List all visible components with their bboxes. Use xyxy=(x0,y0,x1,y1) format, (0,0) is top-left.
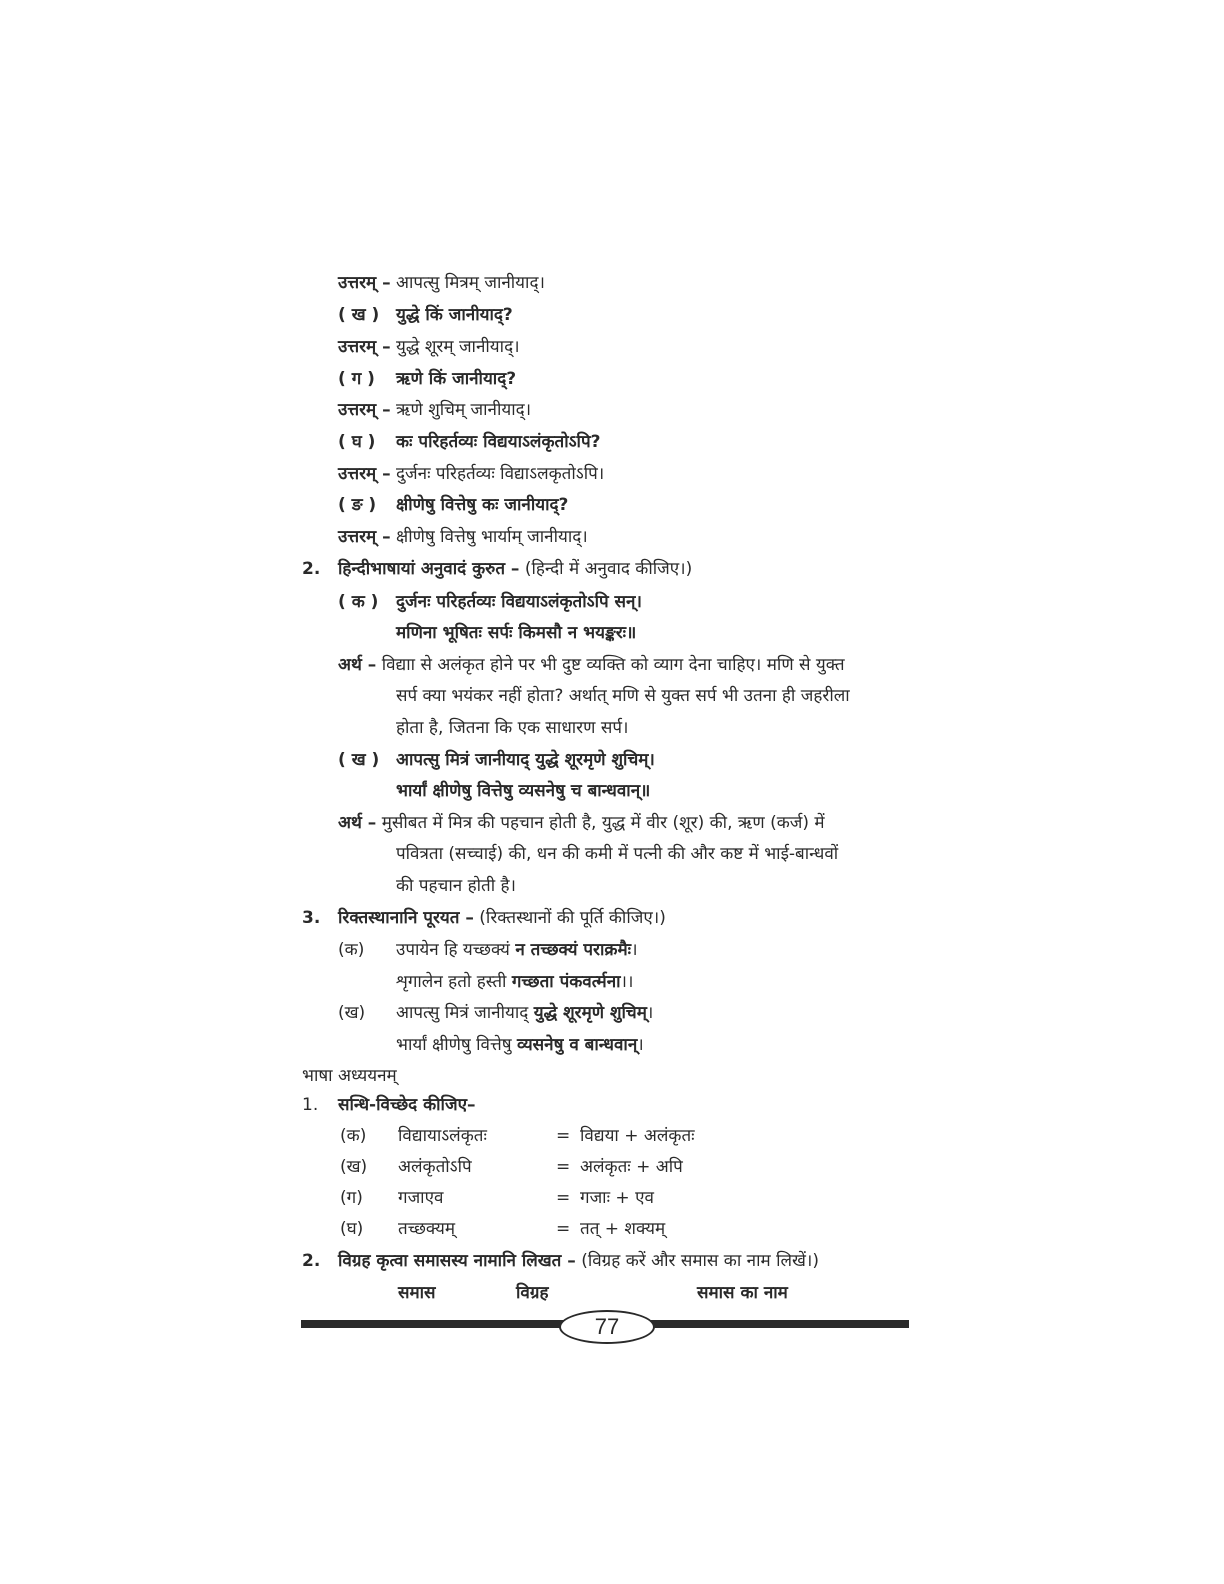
s2-heading: 2. विग्रह कृत्वा समासस्य नामानि लिखत – (विग्रह करें और समास का नाम लिखें।) xyxy=(302,1251,819,1271)
q2-b-meaning1: अर्थ – मुसीबत में मित्र की पहचान होती है, युद्ध में वीर (शूर) की, ऋण (कर्ज) में xyxy=(338,813,825,833)
q3-heading: 3. रिक्तस्थानानि पूरयत – (रिक्तस्थानों की पूर्ति कीजिए।) xyxy=(302,908,666,928)
q2-b-verse2: भार्यां क्षीणेषु वित्तेषु व्यसनेषु च बान्धवान्॥ xyxy=(396,781,651,801)
s2-header-samas-name: समास का नाम xyxy=(697,1283,788,1303)
q2-heading: 2. हिन्दीभाषायां अनुवादं कुरुत – (हिन्दी में अनुवाद कीजिए।) xyxy=(302,559,693,579)
q2-b-verse1: ( ख ) आपत्सु मित्रं जानीयाद् युद्धे शूरमृणे शुचिम्। xyxy=(338,750,655,770)
q3-b-line2: भार्यां क्षीणेषु वित्तेषु व्यसनेषु व बान्धवान्। xyxy=(396,1035,644,1055)
section-title: भाषा अध्ययनम् xyxy=(302,1066,397,1086)
q2-a-meaning1: अर्थ – विद्याा से अलंकृत होने पर भी दुष्ट व्यक्ति को व्याग देना चाहिए। मणि से युक्त xyxy=(338,655,845,675)
sandhi-row: (ग) गजाएव = गजाः + एव xyxy=(340,1188,654,1208)
sandhi-row: (ख) अलंकृतोऽपि = अलंकृतः + अपि xyxy=(340,1157,683,1177)
q3-b-line1: (ख) आपत्सु मित्रं जानीयाद् युद्धे शूरमृणे शुचिम्। xyxy=(338,1003,654,1023)
s2-header-vigrah: विग्रह xyxy=(516,1283,549,1303)
answer-line-3: उत्तरम् – ऋणे शुचिम् जानीयाद्। xyxy=(338,400,532,420)
q2-b-meaning3: की पहचान होती है। xyxy=(396,876,516,896)
answer-line-4: उत्तरम् – दुर्जनः परिहर्तव्यः विद्याऽलकृतोऽपि। xyxy=(338,464,605,484)
answer-line-2: उत्तरम् – युद्धे शूरम् जानीयाद्। xyxy=(338,337,520,357)
q2-a-verse2: मणिना भूषितः सर्पः किमसौ न भयङ्करः॥ xyxy=(396,623,637,643)
sandhi-row: (क) विद्यायाऽलंकृतः = विद्यया + अलंकृतः xyxy=(340,1126,695,1146)
q2-a-meaning2: सर्प क्या भयंकर नहीं होता? अर्थात् मणि से युक्त सर्प भी उतना ही जहरीला xyxy=(396,686,850,706)
q3-a-line2: शृगालेन हतो हस्ती गच्छता पंकवर्त्मना।। xyxy=(396,972,634,992)
question-kha: ( ख ) युद्धे किं जानीयाद्? xyxy=(338,305,513,325)
question-ga: ( ग ) ऋणे किं जानीयाद्? xyxy=(338,369,517,389)
q2-b-meaning2: पवित्रता (सच्चाई) की, धन की कमी में पत्नी की और कष्ट में भाई-बान्धवों xyxy=(396,844,839,864)
answer-line-5: उत्तरम् – क्षीणेषु वित्तेषु भार्याम् जानीयाद्। xyxy=(338,527,588,547)
s2-header-samas: समास xyxy=(398,1283,436,1303)
q2-a-meaning3: होता है, जितना कि एक साधारण सर्प। xyxy=(396,718,629,738)
page-number: 77 xyxy=(559,1310,655,1344)
question-nga: ( ङ ) क्षीणेषु वित्तेषु कः जानीयाद्? xyxy=(338,495,569,515)
sandhi-row: (घ) तच्छक्यम् = तत् + शक्यम् xyxy=(340,1219,666,1239)
question-gha: ( घ ) कः परिहर्तव्यः विद्ययाऽलंकृतोऽपि? xyxy=(338,432,601,452)
answer-line-1: उत्तरम् – आपत्सु मित्रम् जानीयाद्। xyxy=(338,273,545,293)
q2-a-verse1: ( क ) दुर्जनः परिहर्तव्यः विद्ययाऽलंकृतोऽपि सन्। xyxy=(338,592,642,612)
q3-a-line1: (क) उपायेन हि यच्छक्यं न तच्छक्यं पराक्रमैः। xyxy=(338,940,638,960)
s1-heading: 1. सन्धि-विच्छेद कीजिए– xyxy=(302,1095,476,1115)
